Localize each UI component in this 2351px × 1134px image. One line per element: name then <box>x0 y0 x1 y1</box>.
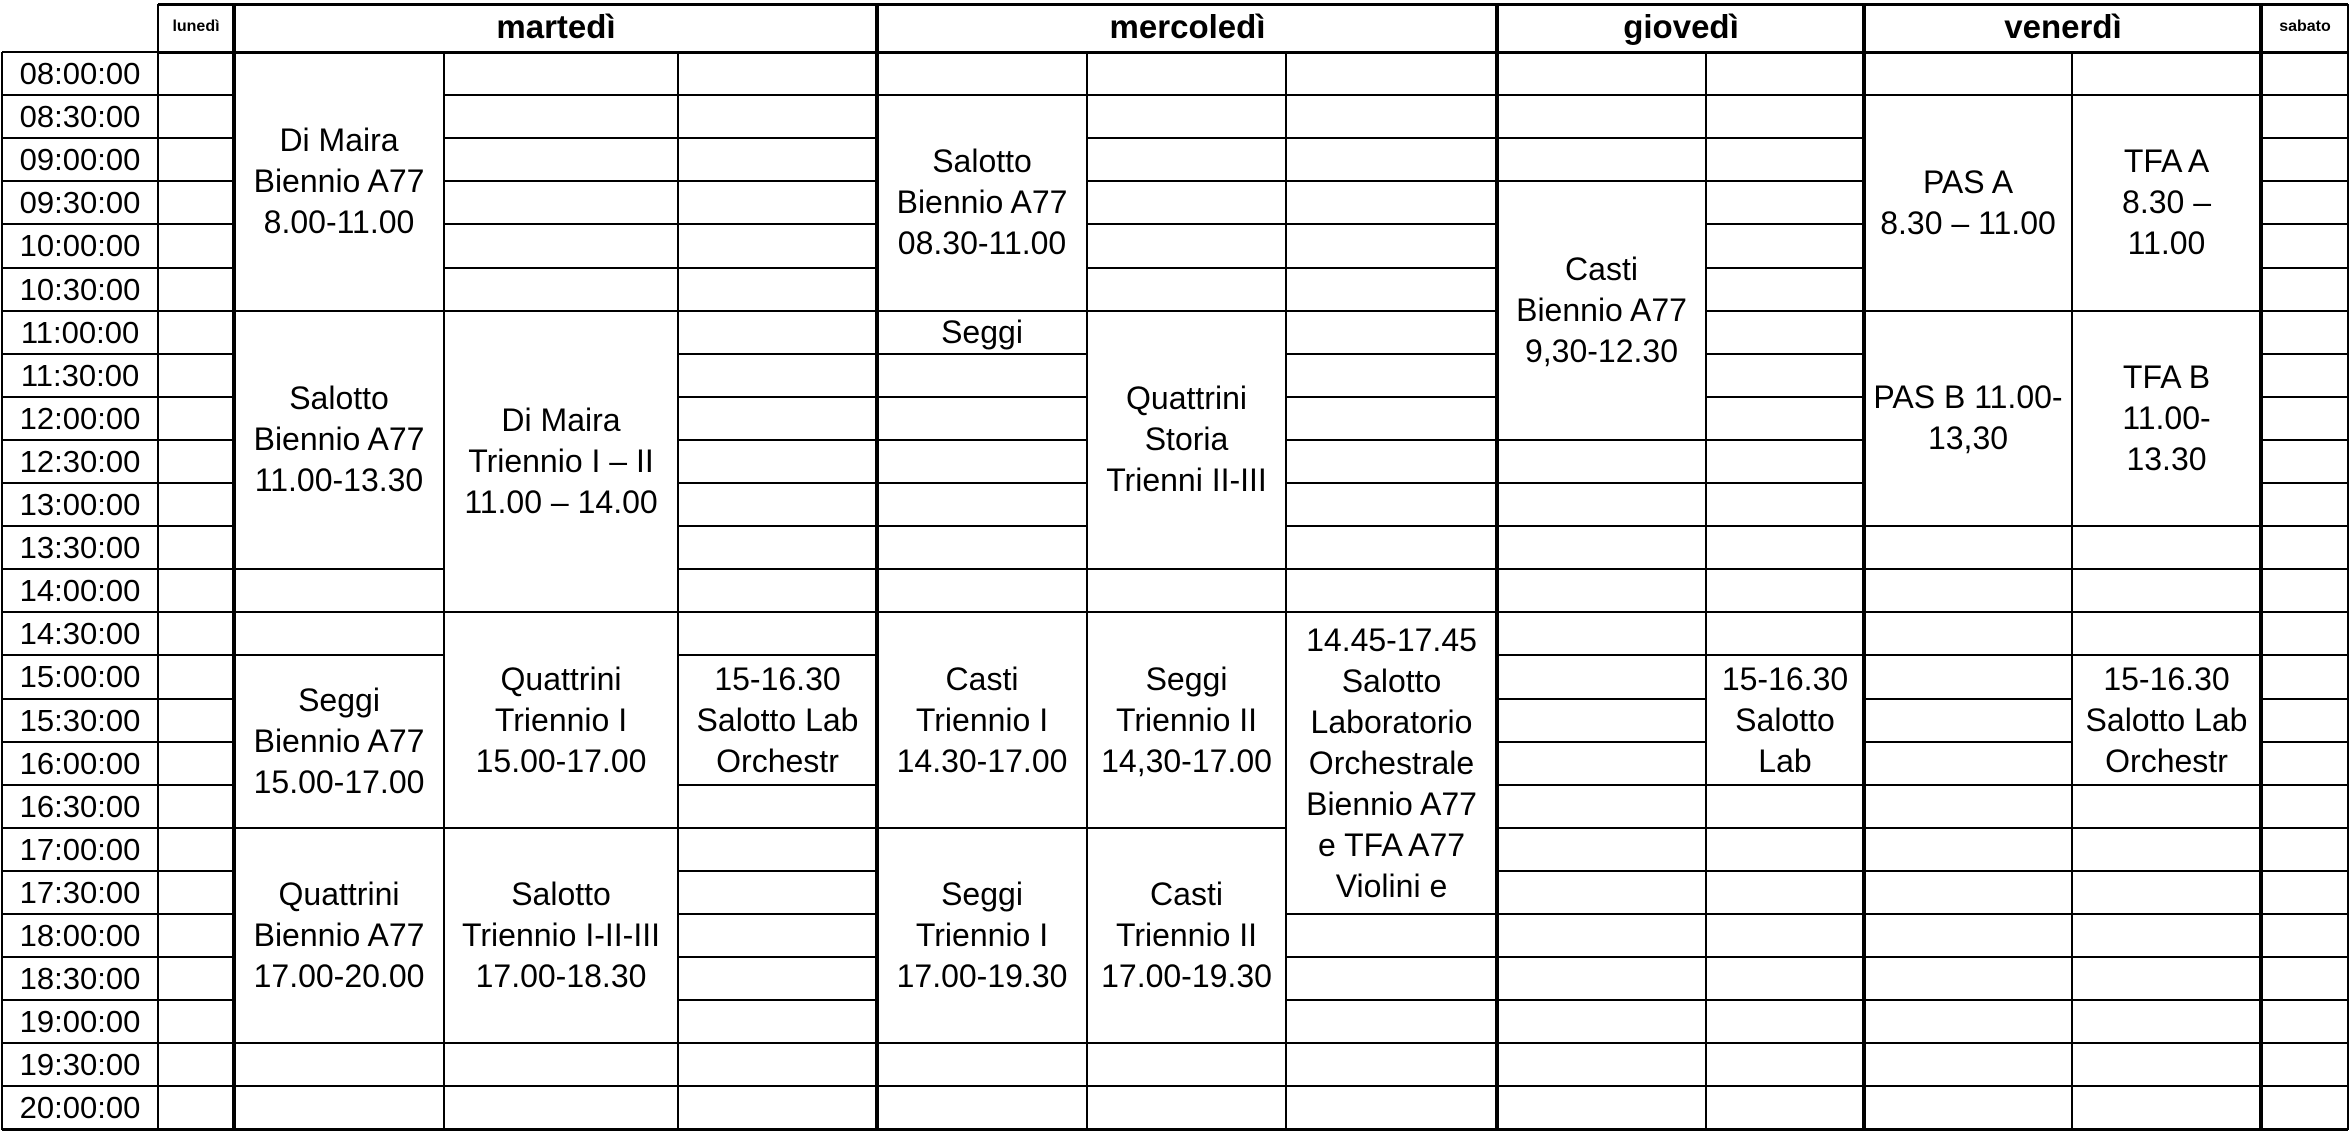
schedule-event: Di Maira Triennio I – II 11.00 – 14.00 <box>464 402 658 520</box>
grid-row-line <box>158 784 234 786</box>
grid-row-line <box>1706 353 1864 355</box>
grid-row-line <box>1706 482 1864 484</box>
time-slot-label: 14:00:00 <box>19 573 141 609</box>
grid-row-line <box>158 525 234 527</box>
grid-row-line <box>1706 439 1864 441</box>
grid-row-line <box>1864 1085 2072 1087</box>
grid-row-line <box>1497 611 1706 613</box>
grid-column-line <box>1086 52 1088 1130</box>
grid-row-line <box>158 999 234 1001</box>
grid-row-line <box>1864 310 2072 312</box>
grid-row-line <box>158 94 234 96</box>
time-slot-label: 14:30:00 <box>19 616 141 652</box>
grid-row-line <box>1706 525 1864 527</box>
time-slot-label: 11:00:00 <box>20 314 140 350</box>
grid-row-line <box>1286 482 1497 484</box>
grid-row-line <box>678 784 877 786</box>
grid-row-line <box>1286 913 1497 915</box>
grid-row-line <box>158 654 234 656</box>
grid-row-line <box>2261 353 2348 355</box>
schedule-event: Di Maira Biennio A77 8.00-11.00 <box>253 121 425 240</box>
schedule-event: Seggi Triennio II 14,30-17.00 <box>1101 660 1272 779</box>
grid-row-line <box>158 611 234 613</box>
grid-row-line <box>877 1085 1087 1087</box>
grid-row-line <box>2261 439 2348 441</box>
grid-row-line <box>2072 568 2261 570</box>
grid-row-line <box>2261 568 2348 570</box>
grid-row-line <box>1706 568 1864 570</box>
grid-row-line <box>1864 568 2072 570</box>
grid-row-line <box>1497 1042 1706 1044</box>
grid-row-line <box>2261 525 2348 527</box>
grid-row-line <box>444 223 678 225</box>
grid-row-line <box>678 1085 877 1087</box>
grid-row-line <box>1497 137 1706 139</box>
grid-row-line <box>2261 654 2348 656</box>
grid-row-line <box>158 870 234 872</box>
schedule-event: Casti Biennio A77 9,30-12.30 <box>1516 251 1687 370</box>
grid-row-line <box>158 439 234 441</box>
grid-row-line <box>2072 913 2261 915</box>
grid-row-line <box>444 1042 678 1044</box>
grid-row-line <box>234 611 444 613</box>
grid-row-line <box>1286 956 1497 958</box>
grid-row-line <box>1706 654 1864 656</box>
grid-row-line <box>2072 784 2261 786</box>
grid-row-line <box>1497 741 1706 743</box>
grid-column-line <box>2071 52 2073 1130</box>
schedule-event: 15-16.30 Salotto Lab <box>1721 660 1849 779</box>
grid-row-line <box>1706 999 1864 1001</box>
grid-row-line <box>158 1042 234 1044</box>
grid-row-line <box>444 1085 678 1087</box>
grid-row-line <box>2072 870 2261 872</box>
grid-row-line <box>158 827 234 829</box>
grid-row-line <box>1497 94 1706 96</box>
schedule-event: Casti Triennio I 14.30-17.00 <box>896 660 1068 779</box>
grid-row-line <box>1706 310 1864 312</box>
grid-row-line <box>1286 1085 1497 1087</box>
grid-row-line <box>1497 698 1706 700</box>
grid-row-line <box>158 396 234 398</box>
grid-row-line <box>1286 396 1497 398</box>
grid-row-line <box>678 956 877 958</box>
grid-row-line <box>678 396 877 398</box>
schedule-event: Casti Triennio II 17.00-19.30 <box>1101 876 1272 995</box>
grid-row-line <box>1087 568 1286 570</box>
time-slot-label: 17:00:00 <box>19 831 141 867</box>
grid-row-line <box>877 611 1087 613</box>
day-header-venerdi: venerdì <box>2004 7 2122 45</box>
grid-row-line <box>2072 1085 2261 1087</box>
grid-row-line <box>234 654 444 656</box>
grid-row-line <box>1864 94 2072 96</box>
grid-row-line <box>2261 180 2348 182</box>
grid-row-line <box>1706 827 1864 829</box>
schedule-event: PAS A 8.30 – 11.00 <box>1880 163 2056 241</box>
grid-row-line <box>1864 784 2072 786</box>
schedule-event: Salotto Biennio A77 11.00-13.30 <box>253 380 425 499</box>
grid-row-line <box>678 525 877 527</box>
time-slot-label: 08:00:00 <box>19 56 141 92</box>
schedule-event: Seggi <box>941 313 1023 350</box>
grid-row-line <box>158 310 234 312</box>
grid-row-line <box>2261 999 2348 1001</box>
grid-row-line <box>678 439 877 441</box>
day-header-giovedi: giovedì <box>1623 7 1739 45</box>
grid-row-line <box>1497 999 1706 1001</box>
grid-row-line <box>158 267 234 269</box>
grid-row-line <box>1864 870 2072 872</box>
grid-row-line <box>158 482 234 484</box>
grid-row-line <box>1706 396 1864 398</box>
grid-row-line <box>1497 1085 1706 1087</box>
grid-row-line <box>1706 956 1864 958</box>
grid-row-line <box>1497 956 1706 958</box>
grid-column-line <box>677 52 679 1130</box>
grid-row-line <box>678 267 877 269</box>
grid-row-line <box>2261 827 2348 829</box>
grid-row-line <box>2261 482 2348 484</box>
grid-row-line <box>1497 870 1706 872</box>
grid-row-line <box>1286 223 1497 225</box>
time-slot-label: 19:00:00 <box>19 1004 141 1040</box>
grid-row-line <box>2261 267 2348 269</box>
grid-row-line <box>877 439 1087 441</box>
grid-row-line <box>2072 525 2261 527</box>
grid-row-line <box>234 827 444 829</box>
grid-row-line <box>158 913 234 915</box>
grid-row-line <box>158 180 234 182</box>
grid-row-line <box>1864 698 2072 700</box>
grid-row-line <box>1706 94 1864 96</box>
grid-row-line <box>1706 611 1864 613</box>
grid-row-line <box>1286 310 1497 312</box>
grid-row-line <box>678 180 877 182</box>
grid-row-line <box>678 827 877 829</box>
grid-row-line <box>2261 137 2348 139</box>
schedule-event: PAS B 11.00- 13,30 <box>1873 379 2063 457</box>
grid-row-line <box>2261 223 2348 225</box>
schedule-event: Salotto Triennio I-II-III 17.00-18.30 <box>462 876 660 995</box>
time-slot-label: 10:30:00 <box>19 271 141 307</box>
grid-row-line <box>2261 94 2348 96</box>
grid-row-line <box>678 654 877 656</box>
grid-row-line <box>1286 137 1497 139</box>
schedule-event: 15-16.30 Salotto Lab Orchestr <box>696 660 859 779</box>
grid-row-line <box>1087 1085 1286 1087</box>
grid-row-line <box>1087 611 1286 613</box>
grid-row-line <box>678 137 877 139</box>
schedule-event: Quattrini Storia Trienni II-III <box>1106 380 1267 499</box>
grid-row-line <box>234 310 444 312</box>
grid-row-line <box>444 310 678 312</box>
grid-row-line <box>2261 611 2348 613</box>
time-slot-label: 13:30:00 <box>19 530 141 566</box>
grid-row-line <box>444 94 678 96</box>
grid-row-line <box>2261 1042 2348 1044</box>
schedule-event: Seggi Biennio A77 15.00-17.00 <box>253 682 425 801</box>
time-slot-label: 16:30:00 <box>19 788 141 824</box>
grid-row-line <box>1087 137 1286 139</box>
time-slot-label: 19:30:00 <box>19 1047 141 1083</box>
grid-row-line <box>158 698 234 700</box>
grid-column-line <box>1705 52 1707 1130</box>
grid-column-line <box>1285 52 1287 1130</box>
time-slot-label: 09:30:00 <box>19 185 141 221</box>
grid-row-line <box>2072 94 2261 96</box>
grid-column-line <box>2259 4 2263 1130</box>
grid-row-line <box>678 94 877 96</box>
grid-row-line <box>1706 913 1864 915</box>
time-slot-label: 15:00:00 <box>19 659 141 695</box>
grid-row-line <box>678 353 877 355</box>
schedule-event: 14.45-17.45 Salotto Laboratorio Orchestrale Biennio A77 e TFA A77 Violini e <box>1306 621 1477 904</box>
grid-row-line <box>234 1085 444 1087</box>
grid-row-line <box>678 1042 877 1044</box>
grid-column-line <box>443 52 445 1130</box>
grid-row-line <box>158 51 2348 54</box>
grid-row-line <box>1864 956 2072 958</box>
grid-row-line <box>1497 180 1706 182</box>
grid-row-line <box>1286 525 1497 527</box>
time-slot-label: 18:30:00 <box>19 961 141 997</box>
grid-row-line <box>1497 654 1706 656</box>
schedule-event: Quattrini Triennio I 15.00-17.00 <box>475 660 647 779</box>
grid-row-line <box>1497 525 1706 527</box>
grid-row-line <box>2072 611 2261 613</box>
grid-row-line <box>2 1128 2348 1131</box>
time-slot-label: 12:30:00 <box>19 443 141 479</box>
grid-row-line <box>2261 956 2348 958</box>
grid-row-line <box>877 94 1087 96</box>
grid-row-line <box>1087 180 1286 182</box>
grid-row-line <box>1497 568 1706 570</box>
grid-row-line <box>1706 267 1864 269</box>
day-header-martedi: martedì <box>496 7 616 45</box>
grid-row-line <box>1706 1085 1864 1087</box>
grid-row-line <box>678 611 877 613</box>
grid-row-line <box>1864 525 2072 527</box>
grid-row-line <box>678 223 877 225</box>
day-header-mercoledi: mercoledì <box>1109 7 1266 45</box>
grid-row-line <box>877 827 1087 829</box>
grid-row-line <box>2072 310 2261 312</box>
grid-row-line <box>1286 1042 1497 1044</box>
time-slot-label: 08:30:00 <box>19 99 141 135</box>
grid-row-line <box>877 568 1087 570</box>
grid-column-line <box>1495 4 1499 1130</box>
time-slot-label: 16:00:00 <box>19 745 141 781</box>
grid-row-line <box>678 482 877 484</box>
grid-row-line <box>1286 180 1497 182</box>
grid-row-line <box>1087 223 1286 225</box>
schedule-event: TFA A 8.30 – 11.00 <box>2122 143 2211 262</box>
day-header-lunedi: lunedì <box>172 17 220 35</box>
grid-row-line <box>1706 137 1864 139</box>
schedule-event: Seggi Triennio I 17.00-19.30 <box>896 876 1068 995</box>
grid-row-line <box>877 482 1087 484</box>
schedule-event: 15-16.30 Salotto Lab Orchestr <box>2085 660 2248 779</box>
grid-row-line <box>234 1042 444 1044</box>
time-slot-label: 09:00:00 <box>19 142 141 178</box>
grid-row-line <box>2072 999 2261 1001</box>
grid-row-line <box>1087 827 1286 829</box>
grid-row-line <box>1706 784 1864 786</box>
grid-row-line <box>1706 1042 1864 1044</box>
grid-row-line <box>2072 654 2261 656</box>
grid-column-line <box>2347 4 2349 1130</box>
grid-row-line <box>158 1085 234 1087</box>
grid-row-line <box>1864 654 2072 656</box>
grid-row-line <box>158 956 234 958</box>
grid-row-line <box>877 396 1087 398</box>
grid-row-line <box>1286 353 1497 355</box>
time-slot-label: 10:00:00 <box>19 228 141 264</box>
time-slot-label: 20:00:00 <box>19 1090 141 1126</box>
grid-row-line <box>1087 310 1286 312</box>
grid-row-line <box>678 999 877 1001</box>
grid-row-line <box>2261 913 2348 915</box>
grid-row-line <box>2261 698 2348 700</box>
grid-row-line <box>158 137 234 139</box>
grid-row-line <box>158 353 234 355</box>
grid-row-line <box>234 568 444 570</box>
grid-row-line <box>1497 784 1706 786</box>
grid-row-line <box>1497 827 1706 829</box>
grid-row-line <box>2072 827 2261 829</box>
grid-row-line <box>1864 827 2072 829</box>
grid-row-line <box>1706 870 1864 872</box>
grid-row-line <box>1286 611 1497 613</box>
grid-row-line <box>2072 1042 2261 1044</box>
grid-row-line <box>444 267 678 269</box>
grid-row-line <box>1286 568 1497 570</box>
grid-row-line <box>444 827 678 829</box>
grid-row-line <box>877 525 1087 527</box>
grid-row-line <box>1864 999 2072 1001</box>
grid-row-line <box>158 741 234 743</box>
grid-row-line <box>1286 999 1497 1001</box>
grid-row-line <box>678 568 877 570</box>
grid-row-line <box>1497 439 1706 441</box>
grid-row-line <box>1087 1042 1286 1044</box>
time-slot-label: 12:00:00 <box>19 400 141 436</box>
time-slot-label: 17:30:00 <box>19 874 141 910</box>
grid-row-line <box>2261 784 2348 786</box>
grid-row-line <box>1497 482 1706 484</box>
grid-row-line <box>158 223 234 225</box>
grid-row-line <box>444 137 678 139</box>
grid-row-line <box>2261 396 2348 398</box>
grid-row-line <box>1864 611 2072 613</box>
schedule-event: TFA B 11.00- 13.30 <box>2122 358 2211 477</box>
grid-row-line <box>2261 741 2348 743</box>
grid-row-line <box>678 870 877 872</box>
grid-row-line <box>444 611 678 613</box>
grid-row-line <box>1864 913 2072 915</box>
schedule-event: Quattrini Biennio A77 17.00-20.00 <box>253 876 425 995</box>
grid-row-line <box>877 1042 1087 1044</box>
grid-row-line <box>1286 94 1497 96</box>
grid-row-line <box>2261 1085 2348 1087</box>
grid-row-line <box>1497 913 1706 915</box>
grid-row-line <box>1706 180 1864 182</box>
grid-row-line <box>1864 1042 2072 1044</box>
grid-row-line <box>877 310 1087 312</box>
grid-row-line <box>444 180 678 182</box>
time-slot-label: 11:30:00 <box>20 357 140 393</box>
schedule-event: Salotto Biennio A77 08.30-11.00 <box>896 143 1068 262</box>
grid-row-line <box>678 913 877 915</box>
grid-row-line <box>2072 956 2261 958</box>
grid-row-line <box>678 310 877 312</box>
grid-row-line <box>1087 94 1286 96</box>
day-header-sabato: sabato <box>2279 17 2331 35</box>
grid-row-line <box>158 3 2348 6</box>
grid-row-line <box>158 568 234 570</box>
grid-row-line <box>2261 310 2348 312</box>
grid-row-line <box>1087 267 1286 269</box>
time-slot-label: 18:00:00 <box>19 918 141 954</box>
grid-row-line <box>1286 439 1497 441</box>
grid-row-line <box>1286 267 1497 269</box>
grid-row-line <box>1864 741 2072 743</box>
time-slot-label: 15:30:00 <box>19 702 141 738</box>
grid-row-line <box>877 353 1087 355</box>
grid-row-line <box>1706 223 1864 225</box>
grid-row-line <box>2261 870 2348 872</box>
time-slot-label: 13:00:00 <box>19 487 141 523</box>
